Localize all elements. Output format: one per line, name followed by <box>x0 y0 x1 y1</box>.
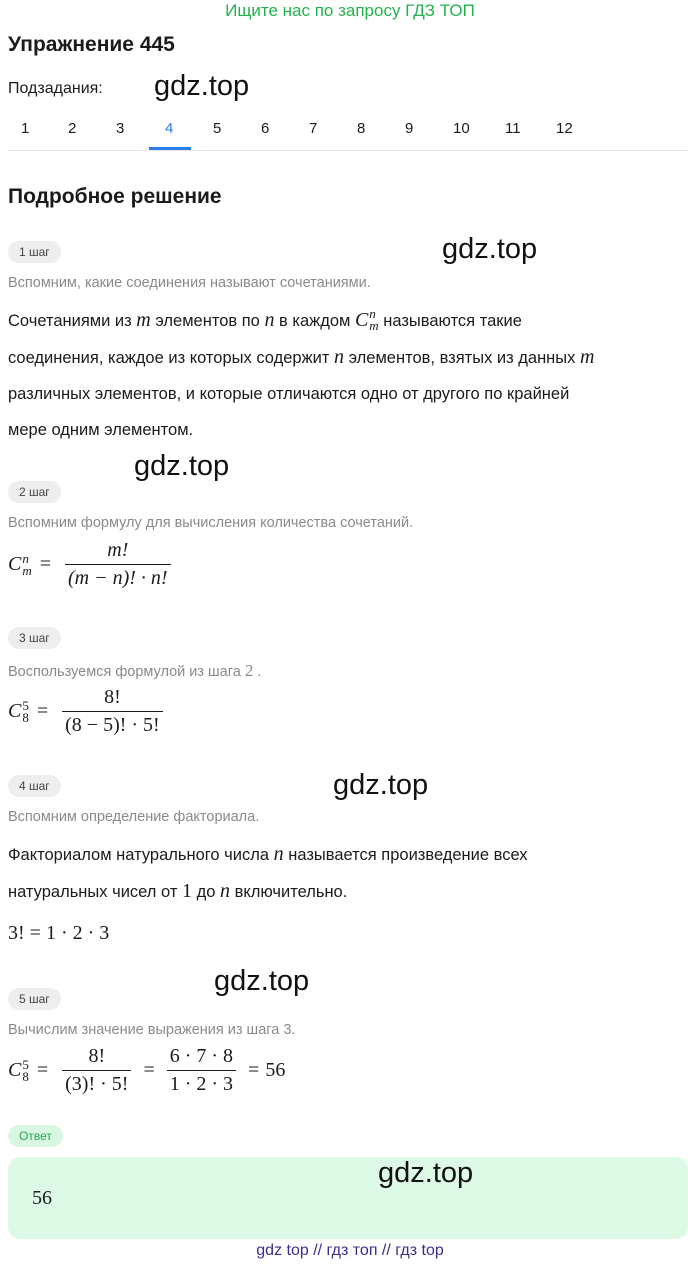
tab-6[interactable]: 6 <box>261 120 270 137</box>
tab-4[interactable]: 4 <box>165 120 174 137</box>
step-4-hint: Вспомним определение факториала. <box>8 809 260 825</box>
tab-7[interactable]: 7 <box>309 120 318 137</box>
step-1-line-1: Сочетаниями из m элементов по n в каждом C n m называются такие <box>8 302 688 339</box>
step-3-hint: Воспользуемся формулой из шага 2 . <box>8 661 262 680</box>
step-4-badge: 4 шаг <box>8 775 61 797</box>
tab-9[interactable]: 9 <box>405 120 414 137</box>
search-banner[interactable]: Ищите нас по запросу ГДЗ ТОП <box>225 1 475 20</box>
step-1-hint: Вспомним, какие соединения называют сочетаниями. <box>8 275 371 291</box>
page-title: Упражнение 445 <box>8 33 175 56</box>
step-5-badge: 5 шаг <box>8 988 61 1010</box>
tab-10[interactable]: 10 <box>453 120 470 137</box>
final-calculation: C 5 8 = $\frac{8!}{(3)! \cdot 5!}$ = $\frac{6 \cdot 7 \cdot 8}{1 \cdot 2 \cdot 3}$ = 56 <box>8 1045 286 1095</box>
step-1-line-4: мере одним элементом. <box>8 421 194 439</box>
tab-2[interactable]: 2 <box>68 120 77 137</box>
watermark: gdz.top <box>378 1157 474 1189</box>
watermark: gdz.top <box>154 70 250 102</box>
tab-1[interactable]: 1 <box>21 120 30 137</box>
step-1-line-3: различных элементов, и которые отличаются одно от другого по крайней <box>8 385 570 403</box>
watermark: gdz.top <box>442 233 538 265</box>
step-1-badge: 1 шаг <box>8 241 61 263</box>
step-5-hint: Вычислим значение выражения из шага 3. <box>8 1022 296 1038</box>
step-3-badge: 3 шаг <box>8 627 61 649</box>
step-2-hint: Вспомним формулу для вычисления количества сочетаний. <box>8 515 414 531</box>
subtasks-label: Подзадания: <box>8 80 103 97</box>
tab-11[interactable]: 11 <box>505 120 521 137</box>
answer-box <box>8 1157 688 1239</box>
step-1-text <box>8 302 688 448</box>
substituted-formula: C 5 8 = $\frac{8!}{(8 - 5)! \cdot 5!}$ <box>8 686 169 737</box>
factorial-example: 3! = 1 · 2 · 3 <box>8 922 110 944</box>
tab-8[interactable]: 8 <box>357 120 366 137</box>
c-n-m: C n m <box>354 306 379 333</box>
watermark: gdz.top <box>333 769 429 801</box>
solution-title: Подробное решение <box>8 185 222 208</box>
step-4-text: Факториалом натурального числа n называется произведение всех натуральных чисел от 1 до n включительно. <box>8 843 528 902</box>
active-tab-indicator <box>149 147 191 150</box>
watermark: gdz.top <box>214 965 310 997</box>
tab-3[interactable]: 3 <box>116 120 125 137</box>
footer-links[interactable]: gdz top // гдз топ // гдз top <box>256 1242 444 1259</box>
step-2-badge: 2 шаг <box>8 481 61 503</box>
answer-badge: Ответ <box>8 1125 63 1147</box>
combination-formula: C n m = $\frac{m!}{(m - n)! \cdot n!}$ <box>8 539 177 590</box>
answer-value: 56 <box>32 1187 52 1209</box>
step-1-line-2: соединения, каждое из которых содержит n элементов, взятых из данных m <box>8 346 595 368</box>
tab-12[interactable]: 12 <box>556 120 573 137</box>
watermark: gdz.top <box>134 450 230 482</box>
tab-5[interactable]: 5 <box>213 120 222 137</box>
subtask-tabs <box>8 110 688 151</box>
